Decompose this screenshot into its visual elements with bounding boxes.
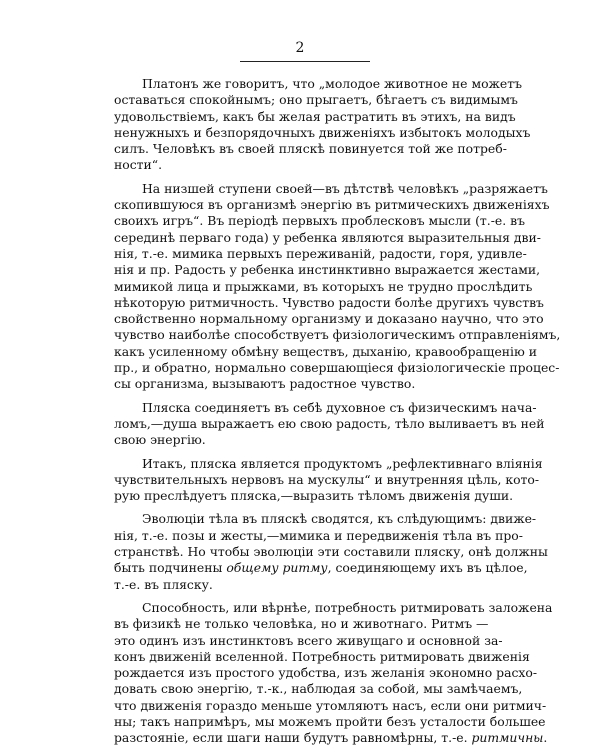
text-line: нія, т.-е. позы и жесты,—мимика и передвиженія тѣла въ про- <box>114 527 523 543</box>
text-segment: , соединяющему ихъ въ цѣлое, <box>327 560 528 576</box>
text-line <box>114 560 528 576</box>
text-line: пр., и обратно, нормально совершающіеся физіологическіе процес- <box>114 360 560 376</box>
text-line: ности“. <box>114 157 163 173</box>
paragraph <box>114 76 531 174</box>
text-segment: быть подчинены <box>114 560 227 576</box>
text-line: Способность, или вѣрнѣе, потребность ритмировать заложена <box>142 599 553 615</box>
text-segment: разстояніе, если шаги наши будутъ равномѣрны, т.-е. <box>114 730 472 746</box>
text-line: Платонъ же говоритъ, что „молодое животное не можетъ <box>142 76 523 91</box>
text-line: ненужныхъ и безпорядочныхъ движеніяхъ избытокъ молодыхъ <box>114 124 531 140</box>
text-line: нія, т.-е. мимика первыхъ переживаній, радости, горя, удивле- <box>114 245 527 261</box>
italic-emphasis: общему ритму <box>226 560 328 576</box>
text-line: т.-е. въ пляску. <box>114 576 213 592</box>
text-line: свою энергію. <box>114 432 206 448</box>
text-line: ломъ,—душа выражаетъ ею свою радость, тѣло выливаетъ въ ней <box>114 415 545 431</box>
page-number: 2 <box>295 40 305 56</box>
text-line: ны; такъ напримѣръ, мы можемъ пройти безъ усталости большее <box>114 713 546 729</box>
text-line: это одинъ изъ инстинктовъ всего живущаго и основной за- <box>114 632 503 648</box>
text-line <box>114 730 548 746</box>
italic-emphasis: ритмичны <box>471 730 544 746</box>
body-text <box>114 76 561 754</box>
text-line: какъ усиленному обмѣну веществъ, дыханію, кравообращенію и <box>114 343 537 359</box>
text-line: Пляска соединяетъ въ себѣ духовное съ физическимъ нача- <box>142 399 537 415</box>
paragraph <box>114 599 553 747</box>
text-line: рождается изъ простого удобства, изъ желанія экономно расхо- <box>114 665 538 681</box>
text-line: серединѣ перваго года) у ребенка являются выразительныя дви- <box>114 229 541 245</box>
text-line: чувствительныхъ нервовъ на мускулы“ и внутренняя цѣль, кото- <box>114 471 540 487</box>
text-line: оставаться спокойнымъ; оно прыгаетъ, бѣгаетъ съ видимымъ <box>114 92 518 108</box>
text-line: силъ. Человѣкъ въ своей пляскѣ повинуется той же потреб- <box>114 141 507 157</box>
text-line: въ физикѣ не только человѣка, но и животнаго. Ритмъ — <box>114 616 489 632</box>
header-rule <box>240 61 370 62</box>
text-line: что движенія гораздо меньше утомляютъ насъ, если они ритмич- <box>114 697 547 713</box>
text-line: рую преслѣдуетъ пляска,—выразить тѣломъ движенія души. <box>114 488 514 504</box>
text-segment: . <box>543 730 548 746</box>
text-line: конъ движеній вселенной. Потребность ритмировать движенія <box>114 648 530 664</box>
text-line: мимикой лица и прыжками, въ которыхъ не трудно прослѣдить <box>114 278 533 294</box>
text-line: удовольствіемъ, какъ бы желая растратить въ этихъ, на видъ <box>114 108 516 124</box>
text-line: свойственно нормальному организму и доказано научно, что это <box>114 311 544 327</box>
text-line: сы организма, вызываютъ радостное чувство. <box>114 376 416 392</box>
text-line: довать свою энергію, т.-к., наблюдая за собой, мы замѣчаемъ, <box>114 681 523 697</box>
text-line: чувство наиболѣе способствуетъ физіологическимъ отправленіямъ, <box>114 327 561 343</box>
text-line: своихъ игръ“. Въ періодѣ первыхъ проблесковъ мысли (т.-е. въ <box>114 213 525 229</box>
paragraph <box>114 455 543 505</box>
paragraph <box>114 180 561 393</box>
paragraph <box>114 511 548 592</box>
text-line: На низшей ступени своей—въ дѣтствѣ человѣкъ „разряжаетъ <box>142 180 548 196</box>
text-line: скопившуюся въ организмѣ энергію въ ритмическихъ движеніяхъ <box>114 197 550 213</box>
text-line: странствѣ. Но чтобы эволюціи эти составили пляску, онѣ должны <box>114 544 548 560</box>
text-line: нѣкоторую ритмичность. Чувство радости болѣе другихъ чувствъ <box>114 294 544 310</box>
text-line: Эволюціи тѣла въ пляскѣ сводятся, къ слѣдующимъ: движе- <box>142 511 537 527</box>
text-line: нія и пр. Радость у ребенка инстинктивно выражается жестами, <box>114 262 541 278</box>
paragraph <box>114 399 545 449</box>
text-line: Итакъ, пляска является продуктомъ „рефлективнаго вліянія <box>142 455 543 471</box>
